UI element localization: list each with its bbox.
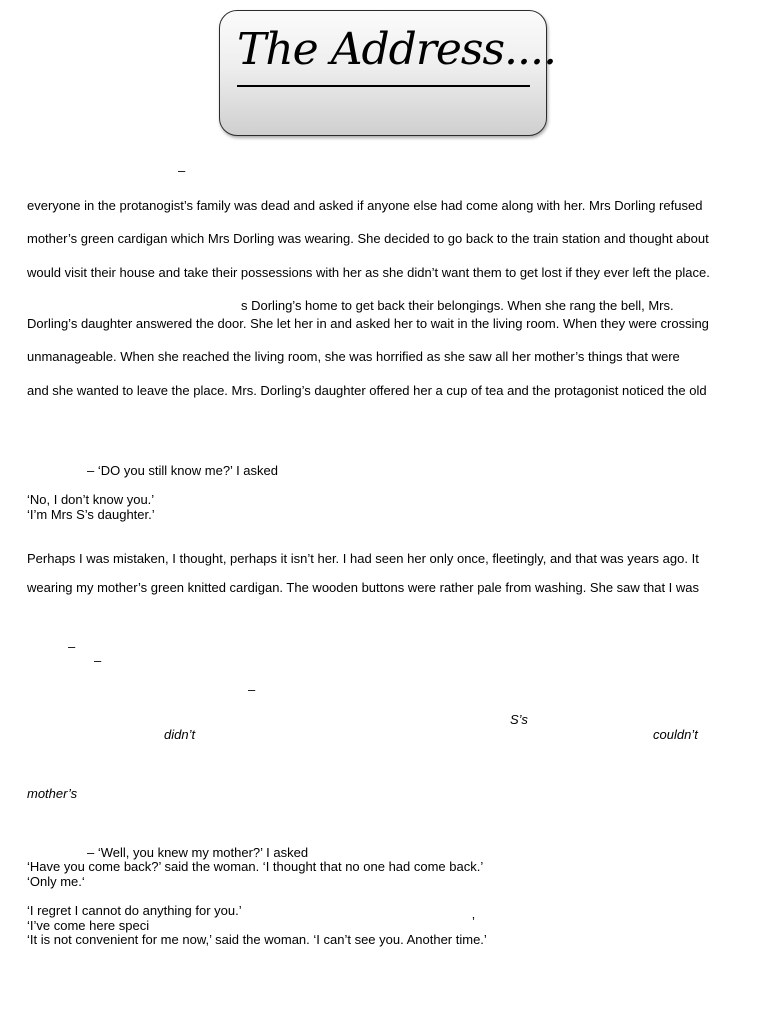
text-line: mother’s: [27, 786, 78, 801]
text-line: –: [178, 163, 186, 178]
text-line: ‘Only me.‘: [27, 874, 85, 889]
text-line: Perhaps I was mistaken, I thought, perhaps it isn’t her. I had seen her only once, fleetingly, and that was years ago. It: [27, 551, 699, 566]
title-underline: [237, 85, 530, 87]
text-line: –: [68, 639, 76, 654]
text-line: S’s: [510, 712, 528, 727]
text-line: –: [94, 653, 102, 668]
text-line: ‘I’m Mrs S’s daughter.’: [27, 507, 155, 522]
text-line: didn’t: [164, 727, 196, 742]
text-line: ‘No, I don’t know you.’: [27, 492, 155, 507]
text-line: couldn’t: [653, 727, 698, 742]
text-line: ’: [472, 914, 475, 929]
document-title: The Address....: [237, 24, 556, 75]
text-line: would visit their house and take their possessions with her as she didn’t want them to get lost if they ever left the place.: [27, 265, 710, 280]
text-line: ‘I regret I cannot do anything for you.’: [27, 903, 242, 918]
text-line: s Dorling’s home to get back their belongings. When she rang the bell, Mrs.: [241, 298, 674, 313]
text-line: Dorling’s daughter answered the door. She let her in and asked her to wait in the living room. When they were crossing: [27, 316, 709, 331]
text-line: mother’s green cardigan which Mrs Dorling was wearing. She decided to go back to the train station and thought about: [27, 231, 709, 246]
text-line: ‘It is not convenient for me now,’ said the woman. ‘I can’t see you. Another time.’: [27, 932, 487, 947]
text-line: – ‘DO you still know me?’ I asked: [87, 463, 278, 478]
text-line: unmanageable. When she reached the living room, she was horrified as she saw all her mother’s things that were: [27, 349, 680, 364]
text-line: ‘I’ve come here speci: [27, 918, 150, 933]
text-line: ‘Have you come back?’ said the woman. ‘I thought that no one had come back.’: [27, 859, 484, 874]
text-line: and she wanted to leave the place. Mrs. Dorling’s daughter offered her a cup of tea and the protagonist noticed the old: [27, 383, 707, 398]
text-line: everyone in the protanogist’s family was dead and asked if anyone else had come along with her. Mrs Dorling refused: [27, 198, 703, 213]
text-line: wearing my mother’s green knitted cardigan. The wooden buttons were rather pale from washing. She saw that I was: [27, 580, 700, 595]
text-line: – ‘Well, you knew my mother?’ I asked: [87, 845, 309, 860]
text-line: –: [248, 682, 256, 697]
